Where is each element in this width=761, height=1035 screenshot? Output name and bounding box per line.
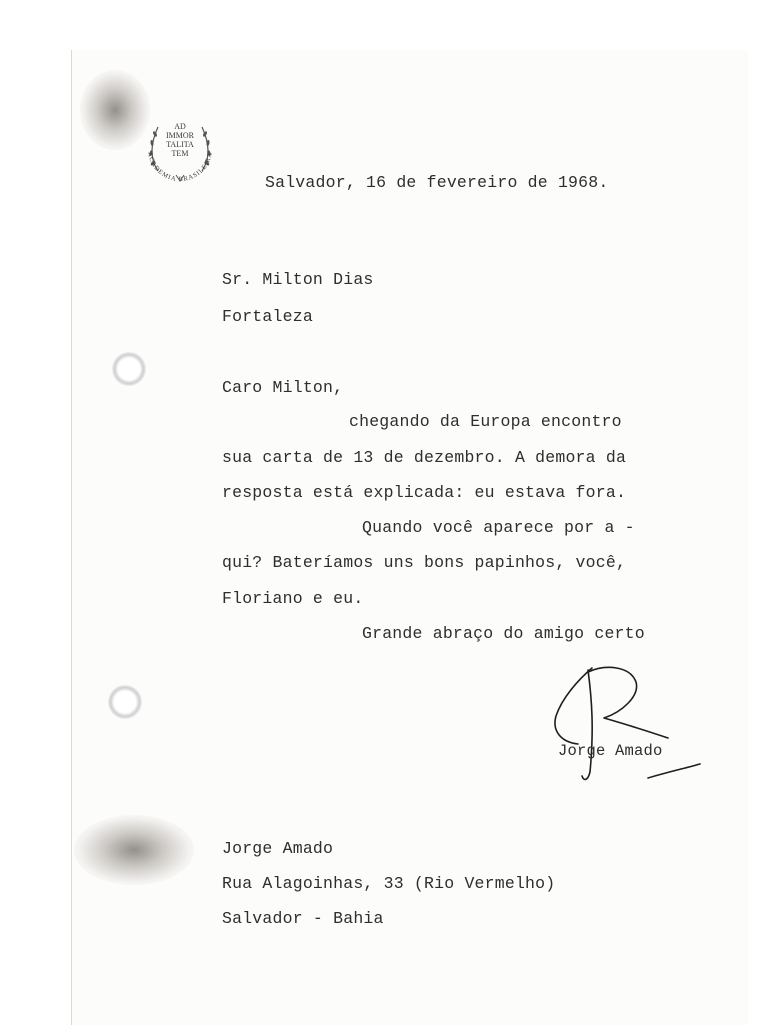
- punch-hole-lower: [108, 685, 142, 719]
- seal-line-3: TALITA: [166, 140, 194, 149]
- place-date: Salvador, 16 de fevereiro de 1968.: [265, 173, 609, 192]
- stain-bottom: [74, 815, 194, 885]
- academia-seal-icon: [136, 105, 224, 193]
- sender-street: Rua Alagoinhas, 33 (Rio Vermelho): [222, 874, 556, 893]
- seal-ring-text: ACADEMIA BRASILEIRA: [146, 151, 214, 184]
- recipient-city: Fortaleza: [222, 307, 313, 326]
- closing: Grande abraço do amigo certo: [362, 624, 645, 643]
- punch-hole-upper: [112, 352, 146, 386]
- salutation: Caro Milton,: [222, 378, 344, 397]
- body-line-2: sua carta de 13 de dezembro. A demora da: [222, 448, 627, 467]
- handwritten-signature: [548, 660, 708, 785]
- body-line-1: chegando da Europa encontro: [349, 412, 622, 431]
- recipient-name: Sr. Milton Dias: [222, 270, 374, 289]
- body-line-6: Floriano e eu.: [222, 589, 364, 608]
- body-line-4: Quando você aparece por a -: [362, 518, 635, 537]
- seal-line-2: IMMOR: [165, 131, 195, 140]
- sender-name: Jorge Amado: [222, 839, 334, 858]
- body-line-3: resposta está explicada: eu estava fora.: [222, 483, 627, 502]
- signature-name: Jorge Amado: [558, 742, 663, 760]
- seal-line-1: AD: [174, 122, 186, 131]
- body-line-5: qui? Bateríamos uns bons papinhos, você,: [222, 553, 627, 572]
- sender-city: Salvador - Bahia: [222, 909, 384, 928]
- seal-line-4: TEM: [171, 149, 189, 158]
